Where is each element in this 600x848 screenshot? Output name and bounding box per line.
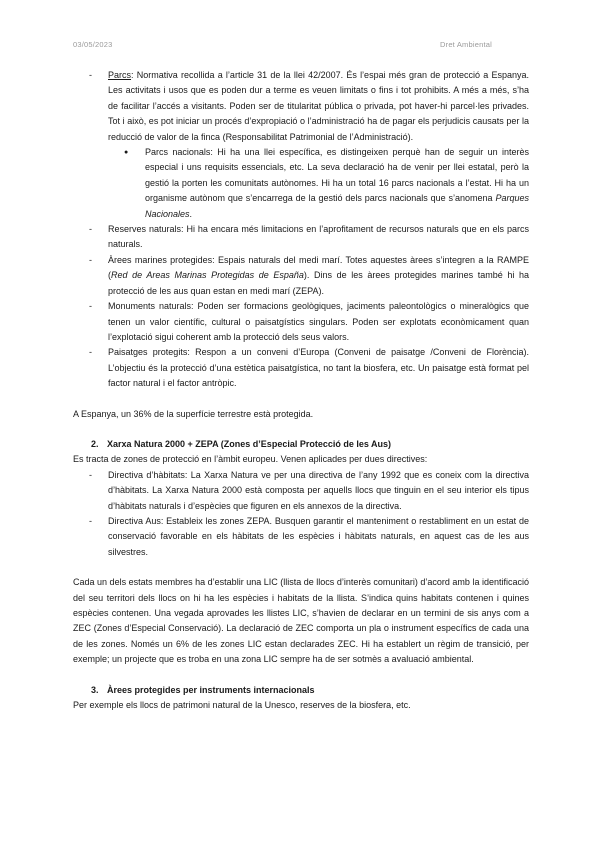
parcs-nacionals-text: Parcs nacionals: Hi ha una llei específica, es distingeixen perquè han de seguir un interès especial i uns requisits essencials, etc. La seva declaració ha de venir per llei estatal, però la gestió la porten les comunitats autònomes. Hi ha un total 16 parcs nacionals a l’estat. Hi ha un organisme autònom que s’encarrega de la gestió dels parcs nacionals que s’anomena xyxy=(145,147,529,204)
spain-protected-paragraph: A Espanya, un 36% de la superfície terrestre està protegida. xyxy=(73,408,314,419)
section-2-title: Xarxa Natura 2000 + ZEPA (Zones d’Especial Protecció de les Aus) xyxy=(107,438,392,449)
arees-marines-post: ). Dins de les àrees protegides marines també hi ha protecció de les aus quan estan en medi marí (ZEPA). xyxy=(108,270,529,296)
list-item-monuments: - Monuments naturals: Poden ser formacions geològiques, jaciments paleontològics o mineralògics que tenen un valor científic, cultural o paisatgístics singulars. Poden ser explotats econòmicament quan l’explotació sigui coherent amb la protecció dels seus valors. xyxy=(73,299,529,345)
list-item-paisatges: - Paisatges protegits: Respon a un conveni d’Europa (Conveni de paisatge /Conveni de Florència). L’objectiu és la protecció d’una estètica paisatgística, no tant la biosfera, etc. Un paisatge està format pel factor natural i el factor antròpic. xyxy=(73,345,529,391)
list-item-directiva-habitats: - Directiva d’hàbitats: La Xarxa Natura ve per una directiva de l’any 1992 que es coneix com la directiva d’hàbitats. La Xarxa Natura 2000 està composta per aquells llocs que tinguin en el seu interior els tipus d’hàbitats naturals i d’espècies que figuren en els annexos de la directiva. xyxy=(73,468,529,514)
protected-areas-list xyxy=(73,68,529,145)
header-subject: Dret Ambiental xyxy=(440,40,492,49)
list-item-parcs xyxy=(73,68,529,145)
header-date: 03/05/2023 xyxy=(73,40,113,49)
list-item-directiva-aus: - Directiva Aus: Estableix les zones ZEPA. Busquen garantir el manteniment o restabliment en un estat de conservació favorable en els hàbitats de les espècies i hàbitats naturals, en aquest cas de les aus silvestres. xyxy=(73,514,529,560)
section-3-title: Àrees protegides per instruments internacionals xyxy=(107,684,315,695)
parques-nacionales-term: Parques Nacionales xyxy=(145,193,529,219)
parcs-nacionals-end: . xyxy=(189,208,193,219)
parcs-sublist xyxy=(73,145,529,222)
section-3-text: Per exemple els llocs de patrimoni natural de la Unesco, reserves de la biosfera, etc. xyxy=(73,700,411,711)
lic-paragraph: Cada un dels estats membres ha d’establir una LIC (llista de llocs d’interès comunitari) d’acord amb la identificació del seu territori dels llocs on hi ha les espècies i habitats de la llista. S’indica quins habitats contenen i quines espècies contenen. Una vegada aprovades les llistes LIC, s’havien de declarar en un termini de sis anys com a ZEC (Zones d’Especial Conservació). La declaració de ZEC comporta un pla o instrument específics de cada una de les zones. Només un 6% de les zones LIC estan declarades ZEC. Hi ha establert un règim de transició, per exemple; un projecte que es troba en una zona LIC sempre ha de ser sotmès a avaluació ambiental. xyxy=(73,577,529,665)
list-item-parcs-nacionals xyxy=(108,145,529,222)
list-item-arees-marines xyxy=(73,253,529,299)
section-3-number: 3. xyxy=(91,684,99,695)
arees-marines-pre: Àrees marines protegides: Espais naturals del medi marí. Totes aquestes àrees s’integren a la RAMPE ( xyxy=(108,254,529,281)
protected-areas-list-cont xyxy=(73,222,529,391)
section-2-number: 2. xyxy=(91,438,99,449)
term-parcs: Parcs xyxy=(108,70,132,80)
section-3-heading xyxy=(73,683,529,698)
rampe-term: Red de Areas Marinas Protegidas de España xyxy=(111,270,304,281)
document-body xyxy=(73,68,529,713)
section-2-intro: Es tracta de zones de protecció en l’àmbit europeu. Venen aplicades per dues directives: xyxy=(73,454,428,465)
list-item-reserves: - Reserves naturals: Hi ha encara més limitacions en l’aprofitament de recursos naturals que en els parcs naturals. xyxy=(73,222,529,253)
section-2-heading xyxy=(73,437,529,452)
parcs-text: : Normativa recollida a l’article 31 de la llei 42/2007. És l’espai més gran de protecció a Espanya. Les activitats i usos que es poden dur a terme es veuen limitats o fins i tot prohibits. A més a més, s’ha de facilitar l’accés a visitants. Poden ser de titularitat pública o privada, pot haver-hi parcel·les privades. Tot i això, es pot iniciar un procés d’expropiació o l’administració ha de pagar els perjudicis causats per la reducció de valor de la finca (Responsabilitat Patrimonial de l’Administració). xyxy=(108,70,529,142)
directives-list xyxy=(73,468,529,560)
